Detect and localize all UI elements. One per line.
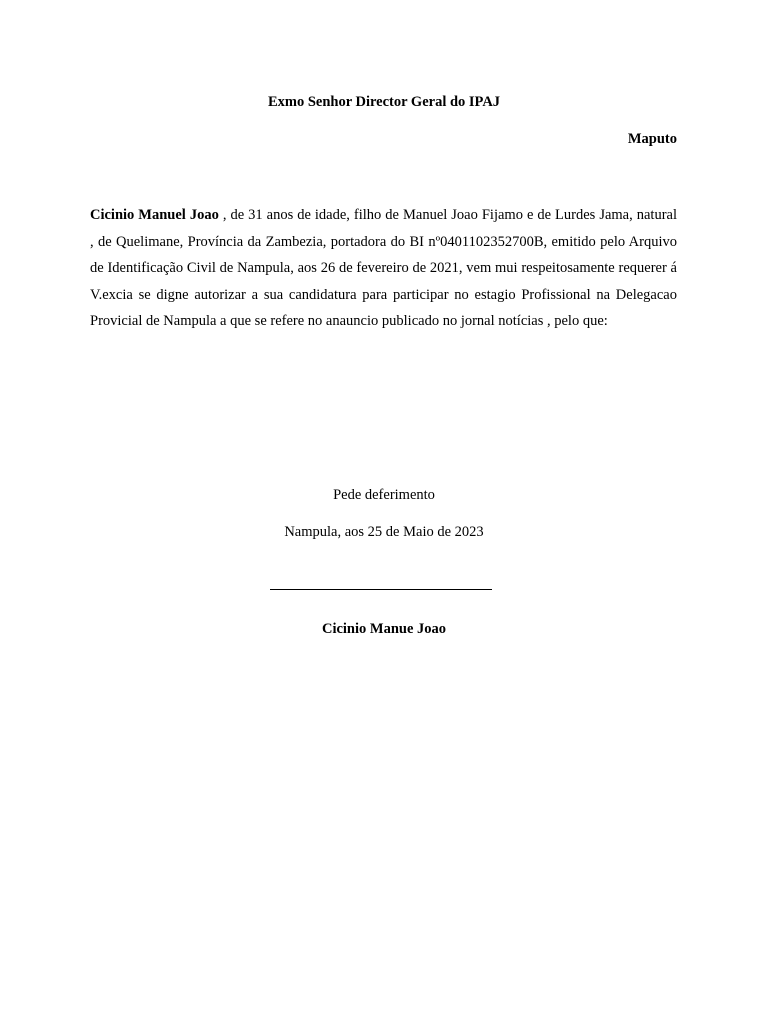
request-paragraph — [90, 202, 677, 335]
signature-name: Cicinio Manue Joao — [321, 621, 447, 637]
request-body-text: , de 31 anos de idade, filho de Manuel Joao Fijamo e de Lurdes Jama, natural , de Quelimane, Província da Zambezia, portadora do BI nº0401102352700B, emitido pelo Arquivo de Identificação Civil de Nampula, aos 26 de fevereiro de 2021, vem mui respeitosamente requerer á V.excia se digne autorizar a sua candidatura para participar no estagio Profissional na Delegacao Provicial de Nampula a que se refere no anauncio publicado no jornal notícias , pelo que: — [90, 207, 677, 330]
applicant-name: Cicinio Manuel Joao — [90, 207, 219, 223]
city-heading: Maputo — [627, 131, 677, 147]
addressee-heading: Exmo Senhor Director Geral do IPAJ — [267, 94, 501, 110]
place-date-line: Nampula, aos 25 de Maio de 2023 — [284, 524, 484, 540]
closing-line: Pede deferimento — [333, 487, 435, 503]
signature-line — [270, 589, 492, 590]
